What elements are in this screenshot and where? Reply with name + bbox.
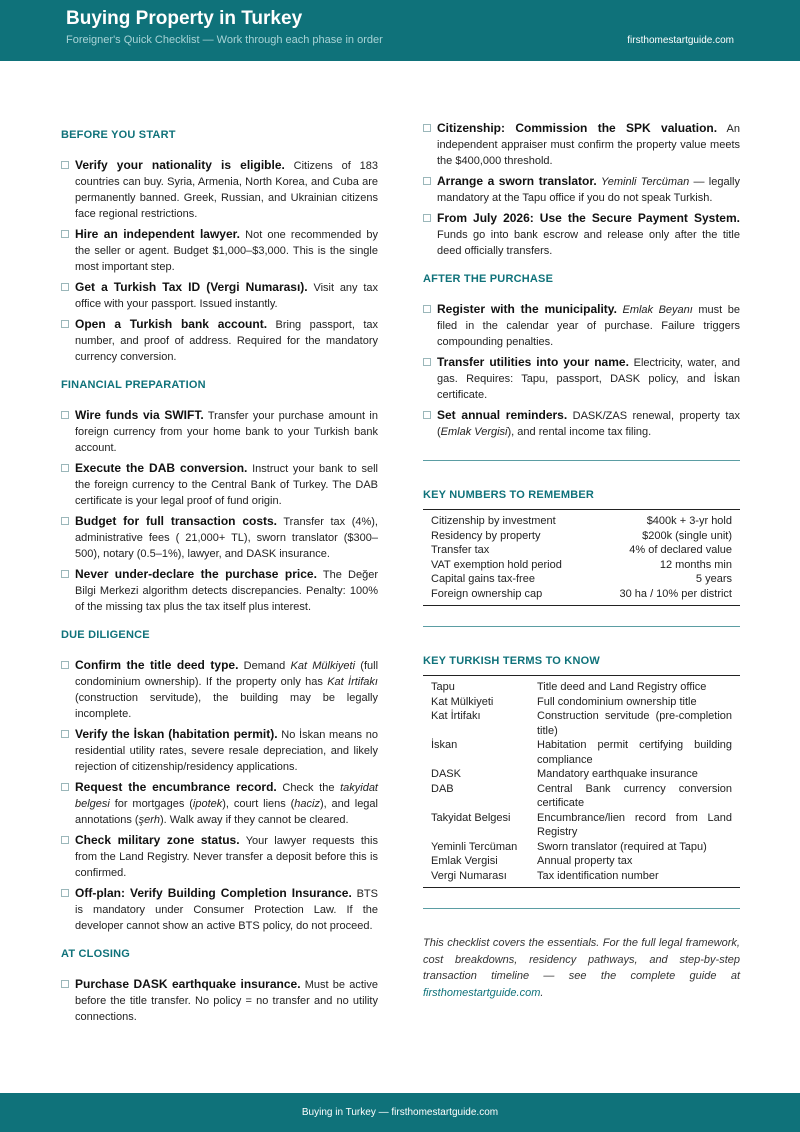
item-text: Demand	[243, 660, 291, 672]
item-text: ), and rental income tax filing.	[507, 426, 652, 438]
checklist-item	[61, 657, 378, 722]
checklist-item	[61, 226, 378, 275]
item-heading: Request the encumbrance record.	[75, 780, 277, 794]
row-label: Capital gains tax-free	[431, 573, 535, 585]
item-heading: Verify the İskan (habitation permit).	[75, 727, 278, 741]
checkbox[interactable]	[61, 661, 69, 669]
item-text: ), court liens (	[222, 798, 295, 810]
definition: Full condominium ownership title	[537, 695, 697, 708]
checklist-item	[61, 726, 378, 775]
table-row	[423, 558, 740, 573]
checkbox[interactable]	[61, 570, 69, 578]
checkbox[interactable]	[61, 730, 69, 738]
item-text: Transfer tax (4%), administrative fees ( 21,000+ TL), sworn translator ($300–500), notary (0.5–1%), lawyer, and DASK insurance.	[75, 516, 378, 560]
item-text: (full condominium ownership). If the property only has	[75, 660, 379, 688]
checklist-item	[423, 301, 740, 350]
definition: Central Bank currency conversion certificate	[537, 782, 732, 809]
table-row	[423, 811, 740, 840]
section-title-diligence: DUE DILIGENCE	[61, 629, 150, 641]
checklist-item	[423, 354, 740, 403]
term-italic: ipotek	[192, 798, 223, 810]
item-text: DASK/ZAS renewal, property tax (	[437, 410, 740, 438]
closing-note	[423, 935, 740, 1001]
table-row	[423, 543, 740, 558]
checklist-item	[61, 407, 378, 456]
right-column	[423, 120, 740, 1001]
term-italic: haciz	[294, 798, 320, 810]
item-heading: Set annual reminders.	[437, 408, 568, 422]
table-row	[423, 587, 740, 606]
item-heading: Arrange a sworn translator.	[437, 174, 597, 188]
key-numbers-table	[423, 509, 740, 606]
table-row	[423, 869, 740, 888]
item-text: Transfer your purchase amount in foreign currency from your home bank to your Turkish bank account.	[75, 410, 378, 454]
checkbox[interactable]	[61, 836, 69, 844]
term: Tapu	[431, 681, 455, 693]
term: Kat Mülkiyeti	[431, 695, 494, 708]
table-row	[423, 529, 740, 544]
item-heading: Citizenship: Commission the SPK valuation.	[437, 121, 718, 135]
item-heading: Open a Turkish bank account.	[75, 317, 268, 331]
item-text: Visit any tax office with your passport. Issued instantly.	[75, 282, 379, 310]
definition: Mandatory earthquake insurance	[537, 768, 698, 780]
item-heading: Off-plan: Verify Building Completion Insurance.	[75, 886, 352, 900]
closing-text: This checklist covers the essentials. For the full legal framework, cost breakdowns, residency pathways, and step-by-step transaction timeline — see the complete guide at	[423, 937, 740, 982]
checklist-item	[61, 316, 378, 365]
item-heading: Budget for full transaction costs.	[75, 514, 278, 528]
definition: Construction servitude (pre-completion title)	[537, 710, 732, 737]
table-row	[423, 854, 740, 869]
definition: Tax identification number	[537, 869, 659, 882]
checkbox[interactable]	[61, 161, 69, 169]
item-text: for mortgages (	[109, 798, 193, 810]
item-text: — legally mandatory at the Tapu office if you do not speak Turkish.	[437, 176, 740, 204]
checklist-item	[61, 779, 378, 828]
table-row	[423, 782, 740, 811]
table-row	[423, 709, 740, 738]
section-title-financial: FINANCIAL PREPARATION	[61, 379, 206, 391]
table-row	[423, 695, 740, 710]
section-title-key-numbers: KEY NUMBERS TO REMEMBER	[423, 489, 595, 501]
header	[0, 0, 800, 61]
table-row	[423, 767, 740, 782]
item-text: Instruct your bank to sell the foreign currency to the Central Bank of Turkey. The DAB certificate is your legal proof of fund origin.	[75, 463, 378, 507]
term: DASK	[431, 768, 461, 780]
table-row	[423, 510, 740, 529]
page-subtitle: Foreigner's Quick Checklist — Work through each phase in order	[66, 34, 383, 46]
item-text: Your lawyer requests this from the Land Registry. Never transfer a deposit before this is confirmed.	[75, 835, 378, 879]
row-label: Residency by property	[431, 529, 541, 542]
term-italic: Emlak Vergisi	[440, 426, 508, 438]
checkbox[interactable]	[61, 783, 69, 791]
section-title-after: AFTER THE PURCHASE	[423, 273, 554, 285]
checkbox[interactable]	[423, 124, 431, 132]
item-heading: Register with the municipality.	[437, 302, 617, 316]
term-italic: takyidat belgesi	[75, 782, 378, 810]
term: DAB	[431, 782, 454, 795]
row-value: $200k (single unit)	[642, 529, 732, 542]
item-text: The Değer Bilgi Merkezi algorithm detects discrepancies. Penalty: 100% of the missing tax plus the tax itself plus interest.	[75, 569, 378, 613]
checklist-item	[61, 279, 378, 312]
page-title: Buying Property in Turkey	[66, 8, 303, 29]
table-row	[423, 676, 740, 695]
checklist-item	[61, 832, 378, 881]
checkbox[interactable]	[61, 283, 69, 291]
row-label: VAT exemption hold period	[431, 558, 562, 571]
checkbox[interactable]	[423, 305, 431, 313]
item-text: No İskan means no residential utility rates, severe resale depreciation, and likely rejection of citizenship/residency applications.	[75, 729, 378, 773]
item-text: BTS is mandatory under Consumer Protection Law. If the developer cannot show an active BTS policy, do not proceed.	[75, 888, 378, 932]
checklist-item	[61, 157, 378, 222]
checklist-item	[423, 210, 740, 259]
item-heading: Transfer utilities into your name.	[437, 355, 629, 369]
section-title-closing: AT CLOSING	[61, 948, 131, 960]
item-text: Citizens of 183 countries can buy. Syria, Armenia, North Korea, and Cuba are permanently banned. Greek, Russian, and Ukrainian citizens face regional restrictions.	[75, 160, 378, 220]
definition: Encumbrance/lien record from Land Registry	[537, 811, 732, 838]
term-italic: Kat İrtifakı	[327, 676, 378, 688]
table-row	[423, 840, 740, 855]
item-heading: Verify your nationality is eligible.	[75, 158, 285, 172]
term: Takyidat Belgesi	[431, 811, 511, 824]
item-text: Bring passport, tax number, and proof of address. Required for the mandatory currency conversion.	[75, 319, 378, 363]
term-italic: şerh	[138, 814, 161, 826]
checklist-item	[61, 885, 378, 934]
item-heading: Check military zone status.	[75, 833, 240, 847]
item-text: Electricity, water, and gas. Requires: Tapu, passport, DASK policy, and İskan certificate.	[437, 357, 741, 401]
item-text: Funds go into bank escrow and release only after the title deed officially transfers.	[437, 229, 740, 257]
table-row	[423, 572, 740, 587]
section-title-key-terms: KEY TURKISH TERMS TO KNOW	[423, 655, 600, 667]
checklist-item	[61, 566, 378, 615]
item-text: (construction servitude), the building may be legally incomplete.	[75, 692, 378, 720]
row-label: Transfer tax	[431, 544, 490, 556]
term: Yeminli Tercüman	[431, 840, 518, 853]
row-value: 30 ha / 10% per district	[619, 587, 732, 600]
footer-text: Buying in Turkey — firsthomestartguide.com	[301, 1107, 499, 1118]
item-heading: Get a Turkish Tax ID (Vergi Numarası).	[75, 280, 308, 294]
definition: Title deed and Land Registry office	[537, 681, 707, 693]
left-column	[61, 119, 378, 1029]
table-row	[423, 738, 740, 767]
guide-link[interactable]: firsthomestartguide.com	[423, 986, 541, 999]
row-value: $400k + 3-yr hold	[646, 515, 732, 527]
checkbox[interactable]	[61, 411, 69, 419]
term: Vergi Numarası	[431, 869, 507, 882]
row-label: Citizenship by investment	[431, 515, 556, 527]
item-text: Must be active before the title transfer. No policy = no transfer and no utility connections.	[75, 979, 378, 1023]
checklist-item	[61, 513, 378, 562]
checklist-item	[423, 173, 740, 206]
item-heading: Hire an independent lawyer.	[75, 227, 240, 241]
closing-end: .	[540, 986, 544, 999]
item-heading: Wire funds via SWIFT.	[75, 408, 204, 422]
term: İskan	[431, 739, 458, 751]
item-text: ). Walk away if they cannot be cleared.	[160, 814, 349, 826]
term: Kat İrtifakı	[431, 710, 481, 722]
divider	[423, 460, 740, 461]
definition: Habitation permit certifying building compliance	[537, 739, 732, 766]
item-text: Check the	[282, 782, 341, 794]
checkbox[interactable]	[61, 889, 69, 897]
checklist-item	[61, 976, 378, 1025]
checkbox[interactable]	[61, 464, 69, 472]
checkbox[interactable]	[61, 230, 69, 238]
row-value: 12 months min	[659, 558, 732, 571]
checkbox[interactable]	[61, 517, 69, 525]
checklist-item	[423, 120, 740, 169]
checklist-item	[61, 460, 378, 509]
definition: Annual property tax	[537, 855, 633, 867]
row-value: 4% of declared value	[629, 544, 732, 556]
term: Emlak Vergisi	[431, 855, 498, 867]
checklist-item	[423, 407, 740, 440]
section-title-before: BEFORE YOU START	[61, 129, 176, 141]
checkbox[interactable]	[423, 177, 431, 185]
checkbox[interactable]	[423, 411, 431, 419]
term-italic: Emlak Beyanı	[622, 304, 693, 316]
header-site-link[interactable]: firsthomestartguide.com	[627, 35, 734, 46]
item-heading: Execute the DAB conversion.	[75, 461, 248, 475]
term-italic: Kat Mülkiyeti	[290, 660, 356, 672]
item-heading: Purchase DASK earthquake insurance.	[75, 977, 301, 991]
item-text: ), and legal annotations (	[75, 798, 378, 826]
term-italic: Yeminli Tercüman	[601, 176, 690, 188]
divider	[423, 626, 740, 627]
item-text: An independent appraiser must confirm the property value meets the $400,000 threshold.	[437, 123, 741, 167]
footer	[0, 1093, 800, 1132]
checkbox[interactable]	[423, 214, 431, 222]
item-heading: Never under-declare the purchase price.	[75, 567, 317, 581]
row-label: Foreign ownership cap	[431, 587, 543, 600]
checkbox[interactable]	[61, 980, 69, 988]
definition: Sworn translator (required at Tapu)	[537, 840, 707, 853]
key-terms-table	[423, 675, 740, 888]
item-text: must be filed in the calendar year of purchase. Failure triggers compounding penalties.	[437, 304, 740, 348]
row-value: 5 years	[695, 573, 732, 585]
checkbox[interactable]	[423, 358, 431, 366]
item-text: Not one recommended by the seller or agent. Budget $1,000–$3,000. This is the single most important step.	[75, 229, 379, 273]
divider	[423, 908, 740, 909]
item-heading: Confirm the title deed type.	[75, 658, 239, 672]
checkbox[interactable]	[61, 320, 69, 328]
item-heading: From July 2026: Use the Secure Payment System.	[437, 211, 740, 225]
